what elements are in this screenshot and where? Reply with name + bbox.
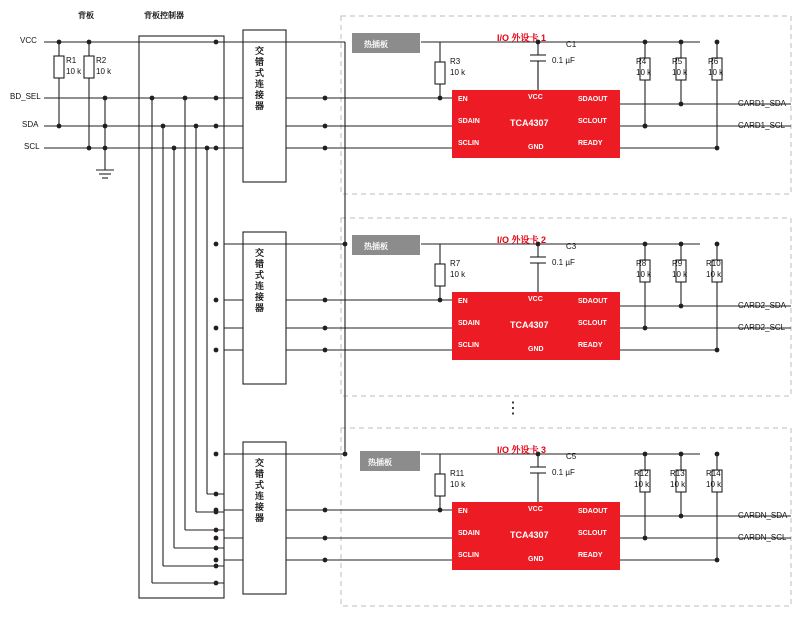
ic2-pin-en: EN — [458, 298, 468, 305]
ic1-pin-vcc: VCC — [528, 94, 543, 101]
ic-tca4307-3 — [452, 502, 620, 570]
resistor-value-r4: 10 k — [636, 68, 652, 77]
ic3-pin-en: EN — [458, 508, 468, 515]
ic2-pin-sdain: SDAIN — [458, 320, 480, 327]
card-title-2: I/O 外设卡 2 — [497, 235, 547, 245]
ic1-pin-sclin: SCLIN — [458, 140, 479, 147]
ic2-pin-vcc: VCC — [528, 296, 543, 303]
hotswap-block-3 — [360, 451, 420, 471]
resistor-ref-r10: R10 — [706, 259, 721, 268]
ic2-pin-ready: READY — [578, 342, 603, 349]
resistor-value-r1: 10 k — [66, 67, 82, 76]
output-cardn-sda: CARDN_SDA — [738, 511, 788, 520]
ic1-pin-sdaout: SDAOUT — [578, 96, 608, 103]
ic2-pin-gnd: GND — [528, 346, 544, 353]
ic3-pin-sdain: SDAIN — [458, 530, 480, 537]
connector-label-3: 交错式连接器 — [254, 458, 264, 524]
cap-ref-c3: C3 — [566, 242, 577, 251]
resistor-value-r3: 10 k — [450, 68, 466, 77]
hotswap-label-2: 热插板 — [364, 242, 388, 251]
ic2-pin-sdaout: SDAOUT — [578, 298, 608, 305]
resistor-ref-r13: R13 — [670, 469, 685, 478]
hotswap-label-3: 热插板 — [368, 458, 392, 467]
ic3-pin-ready: READY — [578, 552, 603, 559]
ic-tca4307-2 — [452, 292, 620, 360]
resistor-ref-r9: R9 — [672, 259, 683, 268]
resistor-ref-r5: R5 — [672, 57, 683, 66]
output-cardn-scl: CARDN_SCL — [738, 533, 787, 542]
card-title-3: I/O 外设卡 3 — [497, 445, 547, 455]
output-card1-scl: CARD1_SCL — [738, 121, 786, 130]
resistor-value-r13: 10 k — [670, 480, 686, 489]
signal-label-scl: SCL — [24, 142, 40, 151]
resistor-value-r2: 10 k — [96, 67, 112, 76]
hotswap-block-2 — [352, 235, 420, 255]
backplane-title: 背板 — [78, 11, 94, 20]
resistor-ref-r1: R1 — [66, 56, 77, 65]
resistor-ref-r11: R11 — [450, 469, 465, 478]
ic1-part-number: TCA4307 — [510, 118, 549, 128]
cap-value-c3: 0.1 µF — [552, 258, 575, 267]
backplane-controller-title: 背板控制器 — [144, 11, 184, 20]
ic2-pin-sclin: SCLIN — [458, 342, 479, 349]
output-card2-scl: CARD2_SCL — [738, 323, 786, 332]
signal-label-sda: SDA — [22, 120, 39, 129]
connector-label-1: 交错式连接器 — [254, 46, 264, 112]
ic2-pin-sclout: SCLOUT — [578, 320, 607, 327]
resistor-ref-r2: R2 — [96, 56, 107, 65]
resistor-ref-r12: R12 — [634, 469, 649, 478]
signal-label-bdsel: BD_SEL — [10, 92, 41, 101]
ic1-pin-gnd: GND — [528, 144, 544, 151]
resistor-value-r6: 10 k — [708, 68, 724, 77]
resistor-ref-r14: R14 — [706, 469, 721, 478]
ic3-pin-gnd: GND — [528, 556, 544, 563]
output-card2-sda: CARD2_SDA — [738, 301, 787, 310]
cap-value-c5: 0.1 µF — [552, 468, 575, 477]
signal-label-vcc: VCC — [20, 36, 37, 45]
card-title-1: I/O 外设卡 1 — [497, 33, 547, 43]
resistor-ref-r3: R3 — [450, 57, 461, 66]
ellipsis-marker: ⋮ — [505, 400, 521, 417]
ic3-part-number: TCA4307 — [510, 530, 549, 540]
cap-value-c1: 0.1 µF — [552, 56, 575, 65]
cap-ref-c5: C5 — [566, 452, 577, 461]
ic2-part-number: TCA4307 — [510, 320, 549, 330]
output-card1-sda: CARD1_SDA — [738, 99, 787, 108]
resistor-ref-r4: R4 — [636, 57, 647, 66]
resistor-value-r11: 10 k — [450, 480, 466, 489]
ic-tca4307-1 — [452, 90, 620, 158]
ic1-pin-sclout: SCLOUT — [578, 118, 607, 125]
connector-label-2: 交错式连接器 — [254, 248, 264, 314]
resistor-value-r12: 10 k — [634, 480, 650, 489]
resistor-value-r5: 10 k — [672, 68, 688, 77]
resistor-ref-r6: R6 — [708, 57, 719, 66]
hotswap-block-1 — [352, 33, 420, 53]
ic3-pin-sclout: SCLOUT — [578, 530, 607, 537]
resistor-ref-r7: R7 — [450, 259, 461, 268]
ic1-pin-sdain: SDAIN — [458, 118, 480, 125]
ic1-pin-ready: READY — [578, 140, 603, 147]
ic1-pin-en: EN — [458, 96, 468, 103]
resistor-value-r8: 10 k — [636, 270, 652, 279]
resistor-ref-r8: R8 — [636, 259, 647, 268]
ic3-pin-sdaout: SDAOUT — [578, 508, 608, 515]
resistor-value-r10: 10 k — [706, 270, 722, 279]
ic3-pin-sclin: SCLIN — [458, 552, 479, 559]
hotswap-label-1: 热插板 — [364, 40, 388, 49]
resistor-value-r9: 10 k — [672, 270, 688, 279]
resistor-value-r7: 10 k — [450, 270, 466, 279]
cap-ref-c1: C1 — [566, 40, 577, 49]
ic3-pin-vcc: VCC — [528, 506, 543, 513]
resistor-value-r14: 10 k — [706, 480, 722, 489]
